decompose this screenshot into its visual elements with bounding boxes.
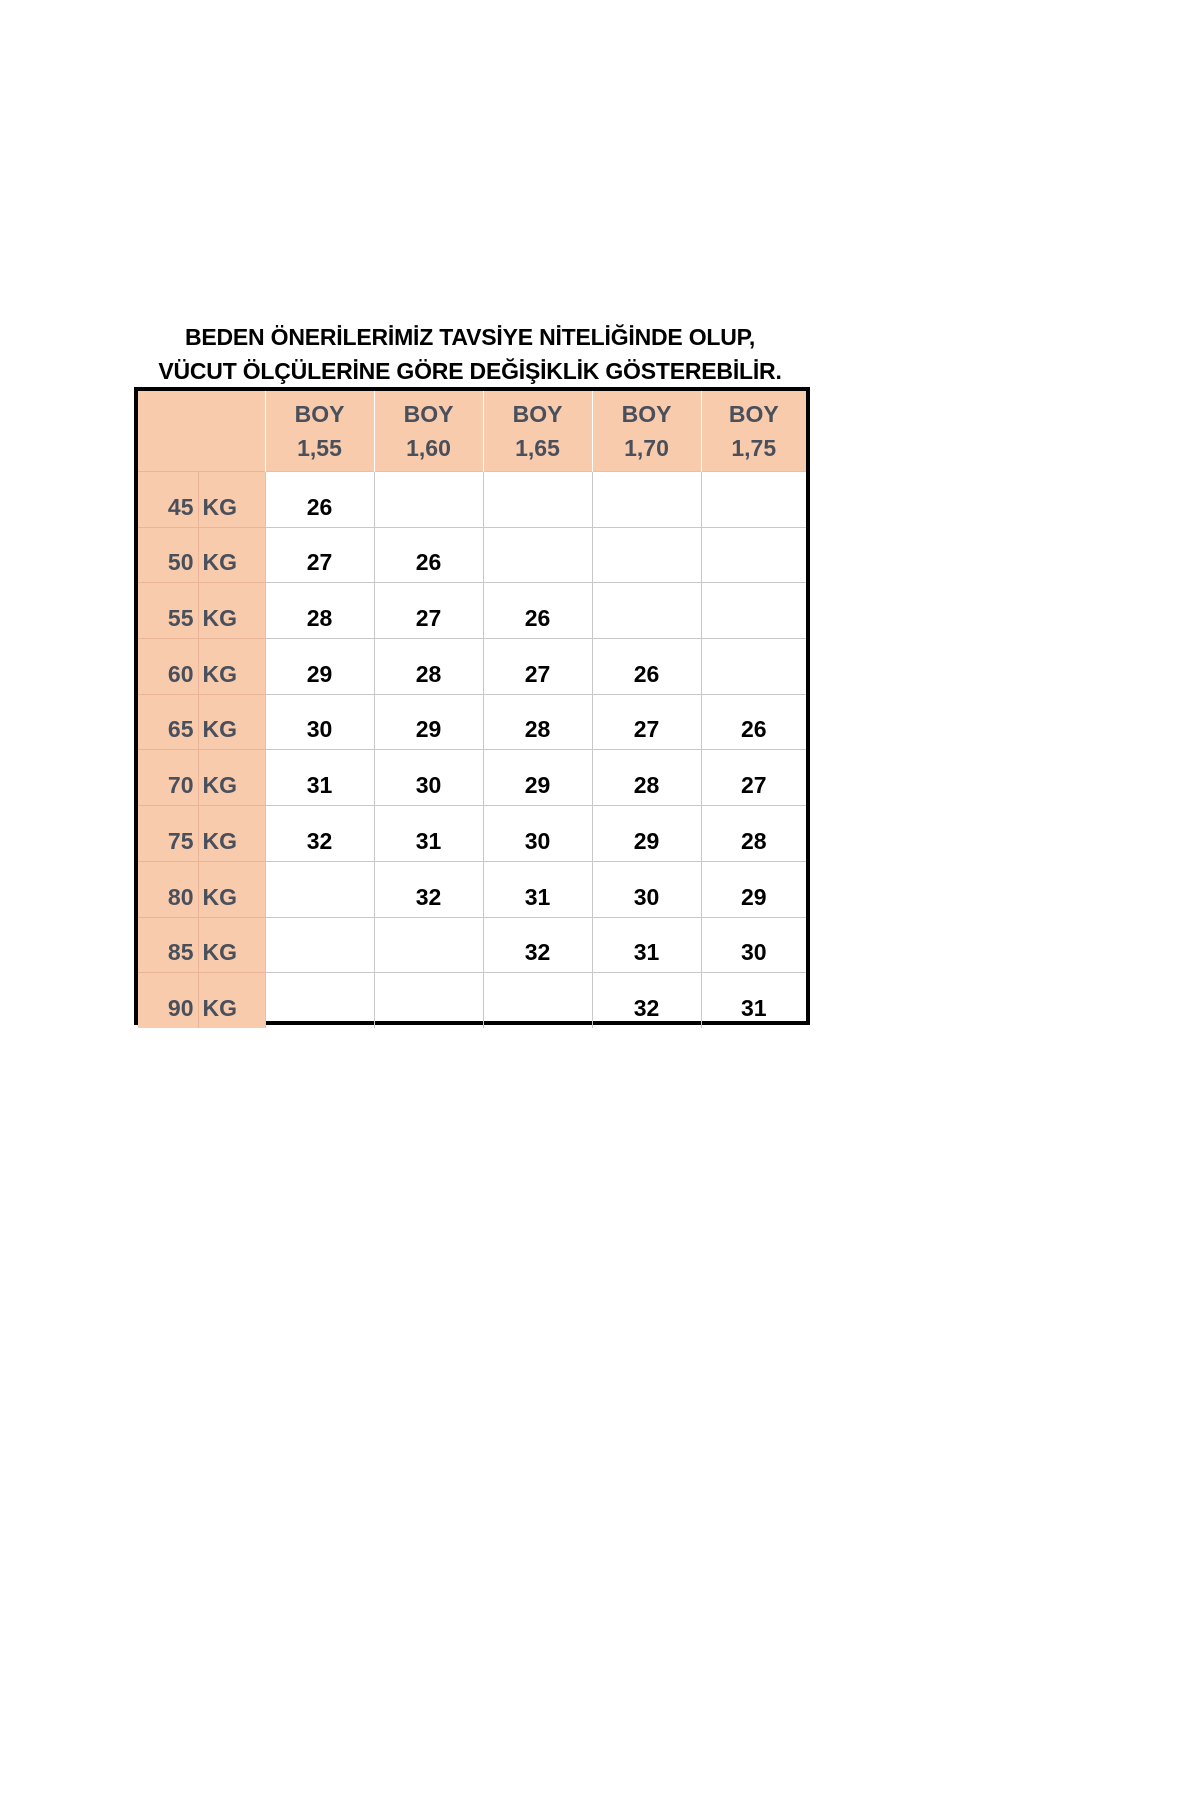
size-cell [374,472,483,528]
height-value: 1,75 [731,435,777,461]
weight-value: 85 [138,917,198,973]
size-cell: 26 [592,639,701,695]
size-cell [701,639,806,695]
size-cell: 30 [701,917,806,973]
size-cell: 30 [592,861,701,917]
height-value: 1,70 [624,435,669,461]
weight-value: 65 [138,694,198,750]
size-cell: 29 [701,861,806,917]
corner-cell [138,391,265,472]
size-cell: 28 [592,750,701,806]
size-cell [265,861,374,917]
weight-unit: KG [198,806,265,862]
size-cell: 27 [701,750,806,806]
size-cell [374,973,483,1029]
table-row [138,639,806,695]
size-cell: 29 [374,694,483,750]
height-header-cell [265,391,374,472]
weight-value: 75 [138,806,198,862]
size-cell: 27 [483,639,592,695]
size-cell [592,472,701,528]
weight-unit: KG [198,472,265,528]
weight-value: 45 [138,472,198,528]
height-label: BOY [403,401,454,427]
weight-unit: KG [198,583,265,639]
size-cell: 32 [592,973,701,1029]
size-advice-note [136,320,804,388]
weight-unit: KG [198,750,265,806]
size-cell: 29 [265,639,374,695]
size-cell: 28 [374,639,483,695]
size-chart-table [134,387,810,1025]
size-cell: 30 [483,806,592,862]
height-header-cell [374,391,483,472]
size-cell: 27 [592,694,701,750]
table-row [138,583,806,639]
height-header-row [138,391,806,472]
weight-value: 50 [138,527,198,583]
size-cell: 31 [483,861,592,917]
size-cell [483,527,592,583]
size-cell: 32 [374,861,483,917]
weight-value: 90 [138,973,198,1029]
size-cell [701,527,806,583]
size-cell [701,583,806,639]
weight-unit: KG [198,973,265,1029]
weight-unit: KG [198,639,265,695]
size-cell: 27 [374,583,483,639]
size-cell: 30 [265,694,374,750]
size-cell: 28 [701,806,806,862]
size-cell: 31 [592,917,701,973]
size-cell: 32 [265,806,374,862]
size-cell: 32 [483,917,592,973]
size-cell [592,527,701,583]
weight-unit: KG [198,694,265,750]
size-cell: 28 [265,583,374,639]
size-cell: 30 [374,750,483,806]
table-row [138,973,806,1029]
height-value: 1,55 [297,435,342,461]
height-value: 1,60 [406,435,451,461]
note-line-1: BEDEN ÖNERİLERİMİZ TAVSİYE NİTELİĞİNDE OLUP, [184,324,756,350]
size-cell: 28 [483,694,592,750]
weight-value: 70 [138,750,198,806]
size-cell: 31 [374,806,483,862]
height-label: BOY [294,401,345,427]
size-cell: 26 [265,472,374,528]
table-row [138,861,806,917]
size-cell [701,472,806,528]
weight-unit: KG [198,527,265,583]
size-cell: 27 [265,527,374,583]
size-cell: 31 [701,973,806,1029]
table-row [138,750,806,806]
height-label: BOY [621,401,672,427]
weight-unit: KG [198,917,265,973]
height-header-cell [483,391,592,472]
size-cell: 26 [374,527,483,583]
weight-unit: KG [198,861,265,917]
size-cell: 31 [265,750,374,806]
size-cell [374,917,483,973]
size-cell [265,973,374,1029]
size-cell: 29 [592,806,701,862]
note-line-2: VÜCUT ÖLÇÜLERİNE GÖRE DEĞİŞİKLİK GÖSTEREBİLİR. [158,358,782,384]
size-cell [483,973,592,1029]
height-label: BOY [512,401,563,427]
size-cell [265,917,374,973]
table-row [138,694,806,750]
table-row [138,806,806,862]
size-cell: 26 [483,583,592,639]
weight-value: 80 [138,861,198,917]
height-header-cell [592,391,701,472]
weight-value: 55 [138,583,198,639]
size-cell: 29 [483,750,592,806]
table-row [138,527,806,583]
table-row [138,917,806,973]
table-row [138,472,806,528]
height-value: 1,65 [515,435,560,461]
size-cell: 26 [701,694,806,750]
height-header-cell [701,391,806,472]
size-cell [592,583,701,639]
height-label: BOY [728,401,779,427]
size-cell [483,472,592,528]
weight-value: 60 [138,639,198,695]
